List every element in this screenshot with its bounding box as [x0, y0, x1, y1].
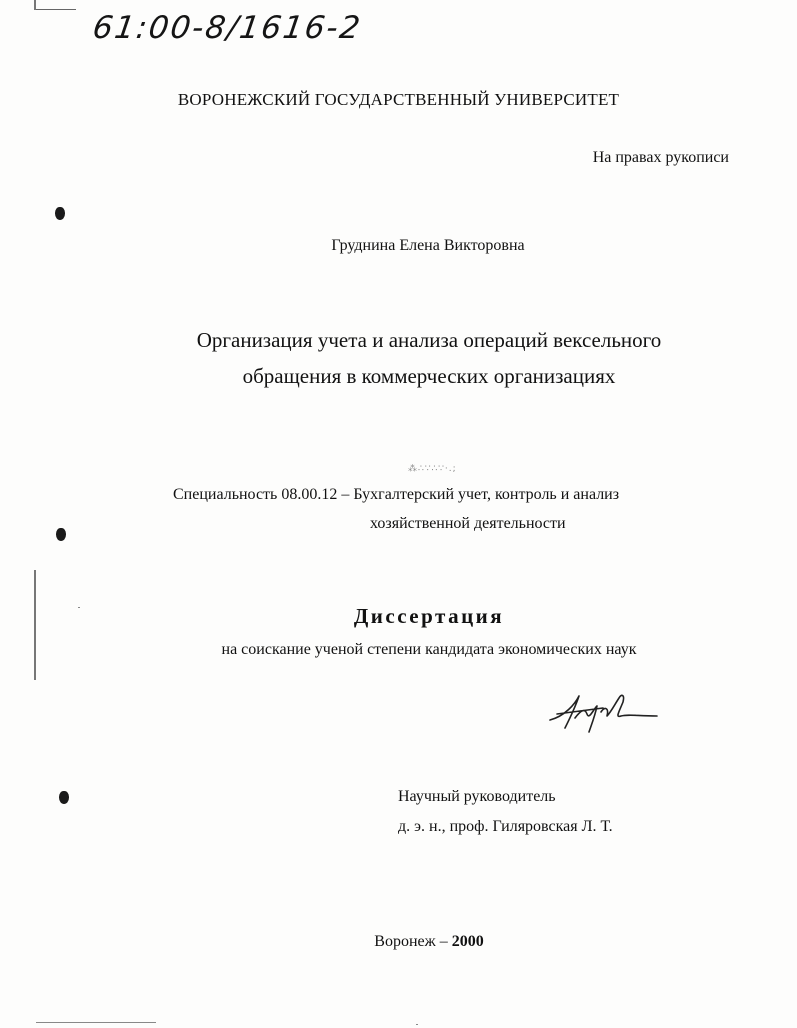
place: Воронеж – [374, 933, 448, 950]
scan-edge-left [34, 0, 36, 10]
year: 2000 [451, 933, 484, 950]
manuscript-rights: На правах рукописи [592, 149, 729, 166]
scan-speck [416, 1024, 418, 1025]
punch-hole-2 [56, 528, 66, 541]
advisor-label: Научный руководитель [398, 788, 556, 805]
author-name: Груднина Елена Викторовна [331, 237, 525, 254]
scan-edge-bottom [36, 1022, 156, 1023]
title-line-1: Организация учета и анализа операций вексельного [196, 328, 662, 352]
signature-icon [545, 686, 665, 736]
specialty-line-1: Специальность 08.00.12 – Бухгалтерский учет, контроль и анализ [173, 486, 620, 503]
advisor-name: д. э. н., проф. Гиляровская Л. Т. [398, 818, 613, 835]
archive-code-handwritten: 61:00-8/1616-2 [90, 10, 365, 46]
punch-hole-1 [55, 207, 65, 220]
place-and-year [0, 933, 797, 951]
scan-edge-top [36, 9, 76, 10]
degree-line: на соискание ученой степени кандидата экономических наук [221, 641, 637, 658]
title-line-2: обращения в коммерческих организациях [242, 364, 616, 388]
document-type: Диссертация [353, 604, 505, 628]
punch-hole-3 [59, 791, 69, 804]
university-name: ВОРОНЕЖСКИЙ ГОСУДАРСТВЕННЫЙ УНИВЕРСИТЕТ [177, 90, 620, 109]
scan-noise: ⁂∴∵∴∵·.; [408, 464, 457, 474]
dissertation-title [0, 322, 797, 394]
specialty-line-2: хозяйственной деятельности [370, 515, 566, 532]
